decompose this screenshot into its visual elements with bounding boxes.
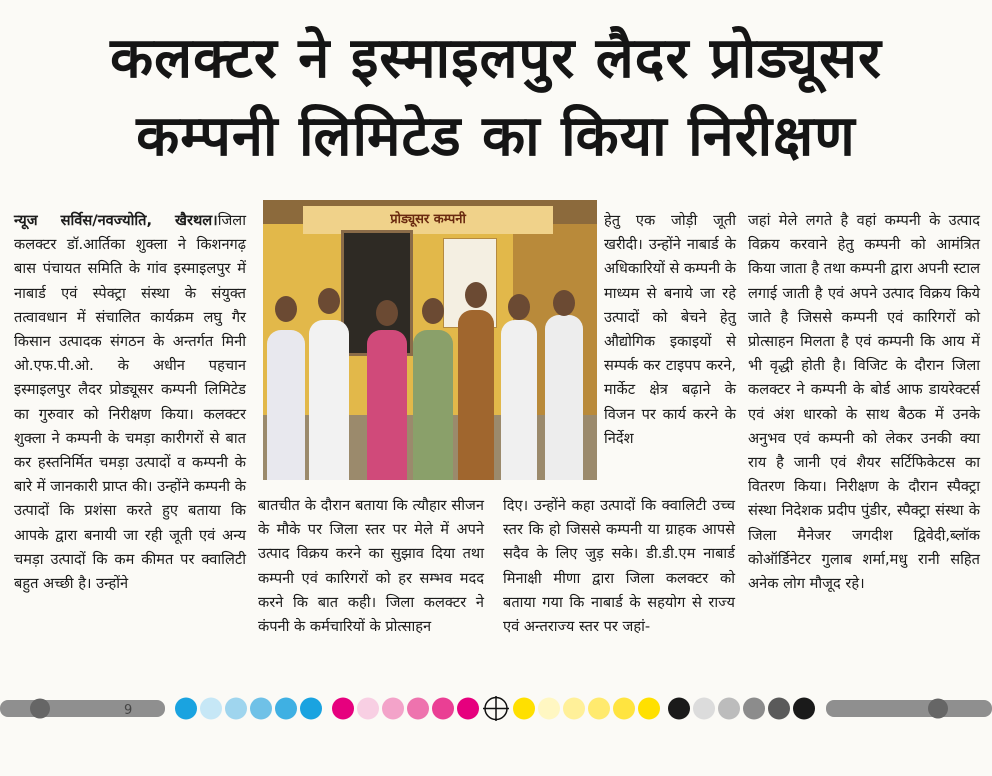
photo-person-head: [318, 288, 340, 314]
strip-bar-left: [0, 700, 165, 717]
strip-dot: [613, 698, 635, 720]
strip-dot: [638, 698, 660, 720]
strip-dot: [793, 698, 815, 720]
strip-dot: [275, 698, 297, 720]
page-number: 9: [124, 703, 133, 718]
strip-dot: [357, 698, 379, 720]
photo-person: [545, 315, 583, 480]
strip-dot: [668, 698, 690, 720]
article-column-3-top: [604, 209, 736, 451]
strip-dot: [693, 698, 715, 720]
dateline: न्यूज सर्विस/नवज्योति, खैरथल।: [14, 212, 218, 229]
article-text-col3-bottom: दिए। उन्होंने कहा उत्पादों कि क्वालिटी उच्च स्तर कि हो जिससे कम्पनी या ग्राहक आपसे सदैव के लिए जुड़ सके। डी.डी.एम नाबार्ड मिनाक्षी मीणा द्वारा जिला कलक्टर को बताया गया कि नाबार्ड के सहयोग से राज्य एवं अन्तराज्य स्तर पर जहां-: [503, 497, 735, 636]
strip-dot: [457, 698, 479, 720]
article-column-2: [258, 494, 484, 639]
photo-person: [501, 320, 537, 480]
article-column-3-bottom: [503, 494, 735, 639]
strip-dot: [432, 698, 454, 720]
print-color-strip: [0, 694, 992, 724]
strip-dot: [538, 698, 560, 720]
article-column-4: [748, 209, 980, 596]
article-text-col1: जिला कलक्टर डॉ.आर्तिका शुक्ला ने किशनगढ़ बास पंचायत समिति के गांव इस्माइलपुर में नाबार्ड एवं स्पेक्ट्रा संस्था के संयुक्त तत्वावधान में संचालित कार्यक्रम लघु गैर किसान उत्पादक संगठन के अन्तर्गत मिनी ओ.एफ.पी.ओ. के अधीन पहचान इस्माइलपुर लैदर प्रोड्यूसर कम्पनी लिमिटेड का गुरुवार को निरीक्षण किया। कलक्टर शुक्ला ने कम्पनी के चमड़ा कारीगरों से बात कर हस्तनिर्मित चमड़ा उत्पादों व कम्पनी के बारे में जानकारी प्राप्त की। उन्होंने कम्पनी के उत्पादों कि प्रशंसा करते हुए बताया कि आपके द्वारा बनायी जा रही जूती एवं अन्य चमड़ा उत्पादों कि कम कीमत पर क्वालिटी बहुत अच्छी है। उन्होंने: [14, 212, 246, 593]
photo-person-head: [422, 298, 444, 324]
photo-person-head: [465, 282, 487, 308]
photo-person-head: [508, 294, 530, 320]
article-column-1: [14, 209, 246, 596]
strip-dot: [300, 698, 322, 720]
photo-shop-banner: प्रोड्यूसर कम्पनी: [303, 206, 553, 234]
photo-person: [458, 310, 494, 480]
strip-dot: [332, 698, 354, 720]
photo-person: [367, 330, 407, 480]
photo-person-head: [376, 300, 398, 326]
photo-person-head: [553, 290, 575, 316]
photo-person: [309, 320, 349, 480]
photo-person-head: [275, 296, 297, 322]
strip-dot: [563, 698, 585, 720]
photo-person: [413, 330, 453, 480]
strip-dot: [743, 698, 765, 720]
registration-mark-icon: [483, 696, 509, 721]
headline-line-2: कम्पनी लिमिटेड का किया निरीक्षण: [136, 104, 856, 169]
strip-dot: [200, 698, 222, 720]
strip-dot: [768, 698, 790, 720]
article-photo: [263, 200, 597, 480]
strip-dot: [718, 698, 740, 720]
article-text-col4: जहां मेले लगते है वहां कम्पनी के उत्पाद विक्रय करवाने हेतु कम्पनी को आमंत्रित किया जाता है तथा कम्पनी द्वारा अपनी स्टाल लगाई जाती है एवं अपने उत्पाद विक्रय किये जाते है जिससे कम्पनी एवं कारिगरों को प्रोत्साहन मिलता है एवं कम्पनी कि आय में भी वृद्धी होती है। विजिट के दौरान जिला कलक्टर ने कम्पनी के बोर्ड आफ डायरेक्टर्स एवं अंश धारको के साथ बैठक में उनके अनुभव एवं कम्पनी को लेकर उनकी क्या राय है जानी एवं शैयर सर्टिफिकेटस का वितरण किया। निरीक्षण के दौरान स्पैक्ट्रा संस्था निदेशक प्रदीप पुंडीर, स्पैक्ट्रा संस्था के जिला मैनेजर जगदीश द्विवेदी,ब्लॉक कोऑर्डिनेटर गुलाब शर्मा,मधु रानी सहित अनेक लोग मौजूद रहे।: [748, 212, 980, 593]
strip-bar-right: [826, 700, 992, 717]
strip-dot: [30, 699, 50, 719]
strip-dot: [928, 699, 948, 719]
strip-dot: [175, 698, 197, 720]
strip-dot: [382, 698, 404, 720]
photo-person: [267, 330, 305, 480]
article-text-col2: बातचीत के दौरान बताया कि त्यौहार सीजन के मौके पर जिला स्तर पर मेले में अपने उत्पाद विक्रय करने का सुझाव दिया तथा कम्पनी एवं कारिगरों को हर सम्भव मदद करने कि बात कही। जिला कलक्टर ने कंपनी के कर्मचारियों के प्रोत्साहन: [258, 497, 484, 636]
strip-dot: [513, 698, 535, 720]
article-text-col3-top: हेतु एक जोड़ी जूती खरीदी। उन्होंने नाबार्ड के अधिकारियों से कम्पनी के माध्यम से बनाये जा रहे उत्पादों को बेचने हेतु औद्योगिक इकाइयों से सम्पर्क कर टाइपप करने, मार्केट क्षेत्र बढ़ाने के विजन पर कार्य करने के निर्देश: [604, 212, 736, 447]
strip-dot: [250, 698, 272, 720]
strip-dot: [407, 698, 429, 720]
strip-dot: [588, 698, 610, 720]
strip-dot: [225, 698, 247, 720]
headline-line-1: कलक्टर ने इस्माइलपुर लैदर प्रोड्यूसर: [110, 26, 882, 91]
